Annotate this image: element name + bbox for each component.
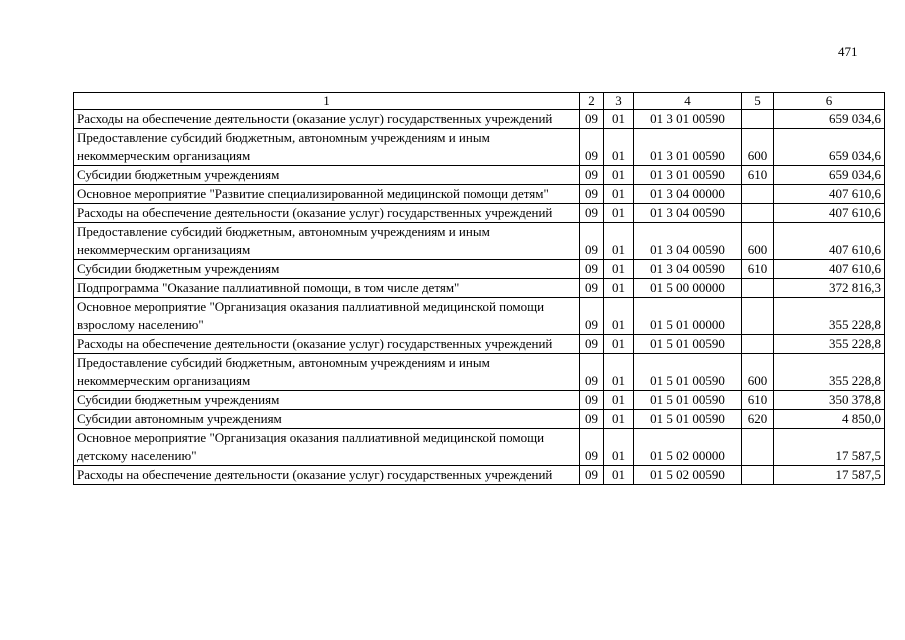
- subsection-code: 01: [604, 466, 634, 485]
- section-code: 09: [580, 466, 604, 485]
- target-article-code: 01 5 01 00590: [634, 335, 742, 354]
- subsection-code: 01: [604, 391, 634, 410]
- header-cell: 2: [580, 93, 604, 110]
- budget-table: [73, 92, 885, 485]
- section-code: 09: [580, 410, 604, 429]
- subsection-code: 01: [604, 279, 634, 298]
- amount: 372 816,3: [774, 279, 885, 298]
- item-name: Предоставление субсидий бюджетным, автономным учреждениям и иным некоммерческим организациям: [74, 223, 580, 260]
- subsection-code: 01: [604, 335, 634, 354]
- section-code: 09: [580, 204, 604, 223]
- amount: 355 228,8: [774, 354, 885, 391]
- amount: 659 034,6: [774, 129, 885, 166]
- target-article-code: 01 5 01 00590: [634, 410, 742, 429]
- table-row: [74, 223, 885, 260]
- subsection-code: 01: [604, 410, 634, 429]
- expense-type-code: 600: [742, 223, 774, 260]
- expense-type-code: [742, 185, 774, 204]
- table-row: [74, 429, 885, 466]
- subsection-code: 01: [604, 185, 634, 204]
- table-row: [74, 391, 885, 410]
- target-article-code: 01 3 01 00590: [634, 166, 742, 185]
- section-code: 09: [580, 335, 604, 354]
- table-row: [74, 335, 885, 354]
- table-row: [74, 260, 885, 279]
- subsection-code: 01: [604, 110, 634, 129]
- target-article-code: 01 3 01 00590: [634, 110, 742, 129]
- item-name: Основное мероприятие "Организация оказания паллиативной медицинской помощи детскому населению": [74, 429, 580, 466]
- item-name: Субсидии автономным учреждениям: [74, 410, 580, 429]
- table-row: [74, 204, 885, 223]
- item-name: Основное мероприятие "Развитие специализированной медицинской помощи детям": [74, 185, 580, 204]
- expense-type-code: [742, 298, 774, 335]
- page-number: 471: [838, 44, 858, 59]
- amount: 407 610,6: [774, 185, 885, 204]
- section-code: 09: [580, 223, 604, 260]
- expense-type-code: 600: [742, 129, 774, 166]
- table-row: [74, 185, 885, 204]
- expense-type-code: [742, 466, 774, 485]
- item-name: Расходы на обеспечение деятельности (оказание услуг) государственных учреждений: [74, 204, 580, 223]
- subsection-code: 01: [604, 354, 634, 391]
- amount: 659 034,6: [774, 166, 885, 185]
- expense-type-code: [742, 110, 774, 129]
- section-code: 09: [580, 129, 604, 166]
- amount: 407 610,6: [774, 204, 885, 223]
- target-article-code: 01 3 01 00590: [634, 129, 742, 166]
- item-name: Основное мероприятие "Организация оказания паллиативной медицинской помощи взрослому населению": [74, 298, 580, 335]
- table-row: [74, 129, 885, 166]
- target-article-code: 01 5 02 00000: [634, 429, 742, 466]
- target-article-code: 01 5 00 00000: [634, 279, 742, 298]
- amount: 407 610,6: [774, 260, 885, 279]
- subsection-code: 01: [604, 166, 634, 185]
- section-code: 09: [580, 185, 604, 204]
- amount: 4 850,0: [774, 410, 885, 429]
- amount: 17 587,5: [774, 429, 885, 466]
- table-row: [74, 298, 885, 335]
- expense-type-code: [742, 204, 774, 223]
- subsection-code: 01: [604, 223, 634, 260]
- section-code: 09: [580, 166, 604, 185]
- section-code: 09: [580, 298, 604, 335]
- section-code: 09: [580, 110, 604, 129]
- amount: 350 378,8: [774, 391, 885, 410]
- section-code: 09: [580, 260, 604, 279]
- subsection-code: 01: [604, 129, 634, 166]
- subsection-code: 01: [604, 429, 634, 466]
- item-name: Расходы на обеспечение деятельности (оказание услуг) государственных учреждений: [74, 466, 580, 485]
- subsection-code: 01: [604, 204, 634, 223]
- section-code: 09: [580, 279, 604, 298]
- target-article-code: 01 5 01 00590: [634, 391, 742, 410]
- table-row: [74, 354, 885, 391]
- item-name: Расходы на обеспечение деятельности (оказание услуг) государственных учреждений: [74, 335, 580, 354]
- table-row: [74, 279, 885, 298]
- item-name: Предоставление субсидий бюджетным, автономным учреждениям и иным некоммерческим организациям: [74, 129, 580, 166]
- target-article-code: 01 3 04 00590: [634, 223, 742, 260]
- expense-type-code: 600: [742, 354, 774, 391]
- target-article-code: 01 3 04 00590: [634, 204, 742, 223]
- header-cell: 5: [742, 93, 774, 110]
- expense-type-code: 610: [742, 260, 774, 279]
- header-cell: 6: [774, 93, 885, 110]
- table-row: [74, 166, 885, 185]
- item-name: Субсидии бюджетным учреждениям: [74, 260, 580, 279]
- table-row: [74, 110, 885, 129]
- amount: 17 587,5: [774, 466, 885, 485]
- section-code: 09: [580, 354, 604, 391]
- target-article-code: 01 3 04 00000: [634, 185, 742, 204]
- subsection-code: 01: [604, 298, 634, 335]
- expense-type-code: [742, 279, 774, 298]
- section-code: 09: [580, 429, 604, 466]
- expense-type-code: 610: [742, 166, 774, 185]
- item-name: Субсидии бюджетным учреждениям: [74, 166, 580, 185]
- table-body: [74, 110, 885, 485]
- header-cell: 4: [634, 93, 742, 110]
- amount: 659 034,6: [774, 110, 885, 129]
- amount: 407 610,6: [774, 223, 885, 260]
- target-article-code: 01 5 01 00590: [634, 354, 742, 391]
- subsection-code: 01: [604, 260, 634, 279]
- target-article-code: 01 5 01 00000: [634, 298, 742, 335]
- item-name: Подпрограмма "Оказание паллиативной помощи, в том числе детям": [74, 279, 580, 298]
- target-article-code: 01 3 04 00590: [634, 260, 742, 279]
- amount: 355 228,8: [774, 298, 885, 335]
- table-row: [74, 466, 885, 485]
- expense-type-code: 610: [742, 391, 774, 410]
- expense-type-code: 620: [742, 410, 774, 429]
- amount: 355 228,8: [774, 335, 885, 354]
- expense-type-code: [742, 335, 774, 354]
- expense-type-code: [742, 429, 774, 466]
- header-cell: 3: [604, 93, 634, 110]
- item-name: Предоставление субсидий бюджетным, автономным учреждениям и иным некоммерческим организациям: [74, 354, 580, 391]
- target-article-code: 01 5 02 00590: [634, 466, 742, 485]
- section-code: 09: [580, 391, 604, 410]
- header-cell: 1: [74, 93, 580, 110]
- item-name: Расходы на обеспечение деятельности (оказание услуг) государственных учреждений: [74, 110, 580, 129]
- header-row: [74, 93, 885, 110]
- table-row: [74, 410, 885, 429]
- item-name: Субсидии бюджетным учреждениям: [74, 391, 580, 410]
